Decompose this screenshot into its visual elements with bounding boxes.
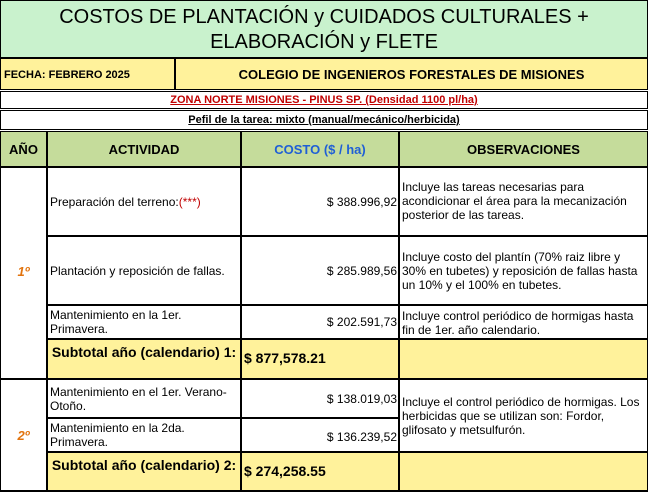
activity-text: Preparación del terreno: <box>50 194 179 209</box>
table-row-activity: Mantenimiento en la 2da. Primavera. <box>47 418 241 452</box>
zone-text: ZONA NORTE MISIONES - PINUS SP. (Densidad 1100 pl/ha) <box>170 94 478 106</box>
page-title <box>0 0 648 58</box>
subtotal-label-year-1: Subtotal año (calendario) 1: <box>47 339 241 379</box>
header-actividad: ACTIVIDAD <box>47 131 241 167</box>
year-2-label: 2º <box>0 379 47 491</box>
year-2-observation: Incluye el control periódico de hormigas. Los herbicidas que se utilizan son: Fordor, glifosato y metsulfurón. <box>399 379 648 452</box>
table-row-cost: $ 138.019,03 <box>241 379 399 418</box>
subtotal-value-year-1: $ 877,578.21 <box>241 339 399 379</box>
title-line-2: ELABORACIÓN y FLETE <box>210 31 438 53</box>
subtotal-label-year-2: Subtotal año (calendario) 2: <box>47 452 241 491</box>
table-row-observation: Incluye control periódico de hormigas hasta fin de 1er. año calendario. <box>399 305 648 339</box>
title-line-1: COSTOS DE PLANTACIÓN y CUIDADOS CULTURALES + <box>59 6 589 28</box>
subtotal-observation-year-2 <box>399 452 648 491</box>
table-row-activity <box>47 167 241 236</box>
table-row-cost: $ 136.239,52 <box>241 418 399 452</box>
institution-cell: COLEGIO DE INGENIEROS FORESTALES DE MISIONES <box>175 58 648 90</box>
subtotal-value-year-2: $ 274,258.55 <box>241 452 399 491</box>
table-row-activity: Mantenimiento en el 1er. Verano-Otoño. <box>47 379 241 418</box>
table-row-observation: Incluye costo del plantín (70% raiz libre y 30% en tubetes) y reposición de fallas hasta un 10% y el 100% en tubetes. <box>399 236 648 305</box>
table-row-cost: $ 388.996,92 <box>241 167 399 236</box>
header-anio: AÑO <box>0 131 47 167</box>
header-observaciones: OBSERVACIONES <box>399 131 648 167</box>
activity-note: (***) <box>178 194 201 209</box>
subtotal-observation-year-1 <box>399 339 648 379</box>
table-row-cost: $ 285.989,56 <box>241 236 399 305</box>
header-costo: COSTO ($ / ha) <box>241 131 399 167</box>
table-row-observation: Incluye las tareas necesarias para acondicionar el área para la mecanización posterior de las tareas. <box>399 167 648 236</box>
table-row-activity: Mantenimiento en la 1er. Primavera. <box>47 305 241 339</box>
task-profile-row <box>0 110 648 130</box>
table-row-cost: $ 202.591,73 <box>241 305 399 339</box>
zone-row <box>0 91 648 109</box>
task-profile-text: Pefil de la tarea: mixto (manual/mecánico/herbicida) <box>188 114 460 126</box>
year-1-label: 1º <box>0 167 47 379</box>
table-row-activity: Plantación y reposición de fallas. <box>47 236 241 305</box>
next-row-edge <box>0 491 648 496</box>
date-cell: FECHA: FEBRERO 2025 <box>0 58 175 90</box>
